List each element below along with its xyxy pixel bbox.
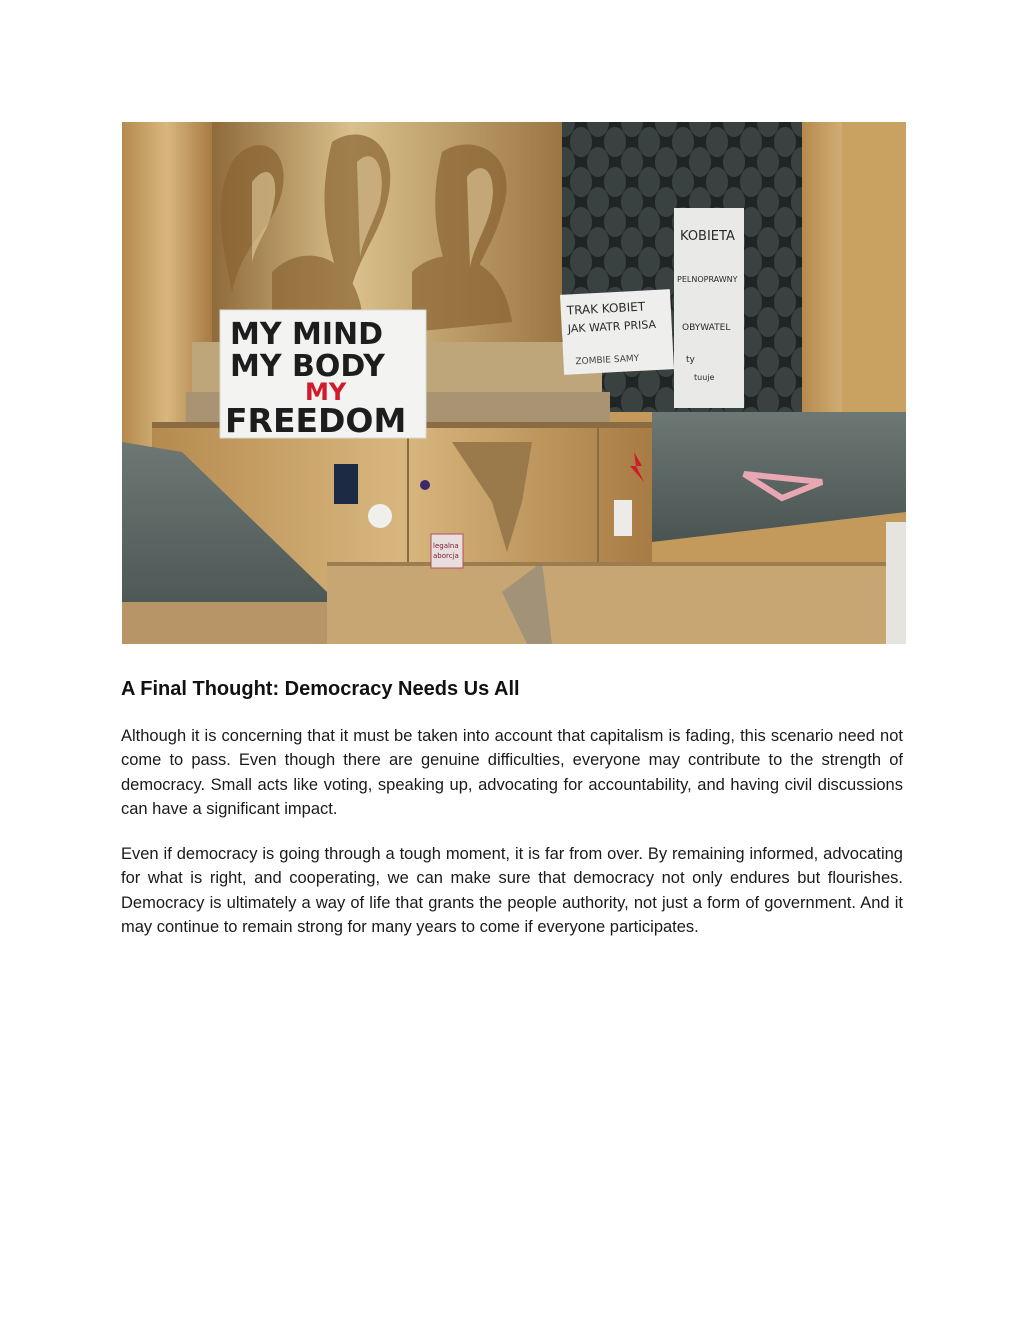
sticker-round (368, 504, 392, 528)
sign2-line-2: JAK WATR PRISA (567, 317, 657, 336)
sign-line-4: FREEDOM (225, 401, 407, 440)
sign-my-mind (220, 310, 426, 440)
sticker-legalna-aborcja (431, 534, 463, 568)
sign-line-1: MY MIND (230, 317, 384, 352)
svg-text:aborcja: aborcja (433, 552, 459, 560)
paragraph-1: Although it is concerning that it must be taken into account that capitalism is fading, this scenario need not come to pass. Even though there are genuine difficulties, everyone may contribute to the strength of democracy. Small acts like voting, speaking up, advocating for accountability, and having civil discussions can have a significant impact. (121, 727, 903, 818)
sign-line-2: MY BODY (230, 349, 385, 384)
sign2-line-4: ZOMBIE SAMY (575, 353, 640, 368)
svg-text:legalna: legalna (433, 542, 459, 550)
sign3-line-2: PELNOPRAWNY (677, 275, 738, 284)
sign3-line-5: tuuje (694, 373, 715, 382)
sticker-dark (334, 464, 358, 504)
sign-kobieta (674, 208, 744, 408)
sign3-line-1: KOBIETA (680, 229, 735, 244)
sign2-line-1: TRAK KOBIET (566, 299, 646, 318)
protest-sign-photo (122, 122, 906, 644)
section-heading: A Final Thought: Democracy Needs Us All (121, 678, 520, 700)
sign3-line-4: ty (686, 355, 695, 365)
sign-strajk (560, 289, 674, 375)
sign3-line-3: OBYWATEL (682, 323, 731, 333)
leaning-board (886, 522, 906, 644)
sticker-small (614, 500, 632, 536)
paragraph-2: Even if democracy is going through a tough moment, it is far from over. By remaining informed, advocating for what is right, and cooperating, we can make sure that democracy not only endures but flourishes. Democracy is ultimately a way of life that grants the people authority, not just a form of government. And it may continue to remain strong for many years to come if everyone participates. (121, 845, 903, 936)
sign-line-3: MY (305, 378, 347, 406)
sticker-dot (420, 480, 430, 490)
